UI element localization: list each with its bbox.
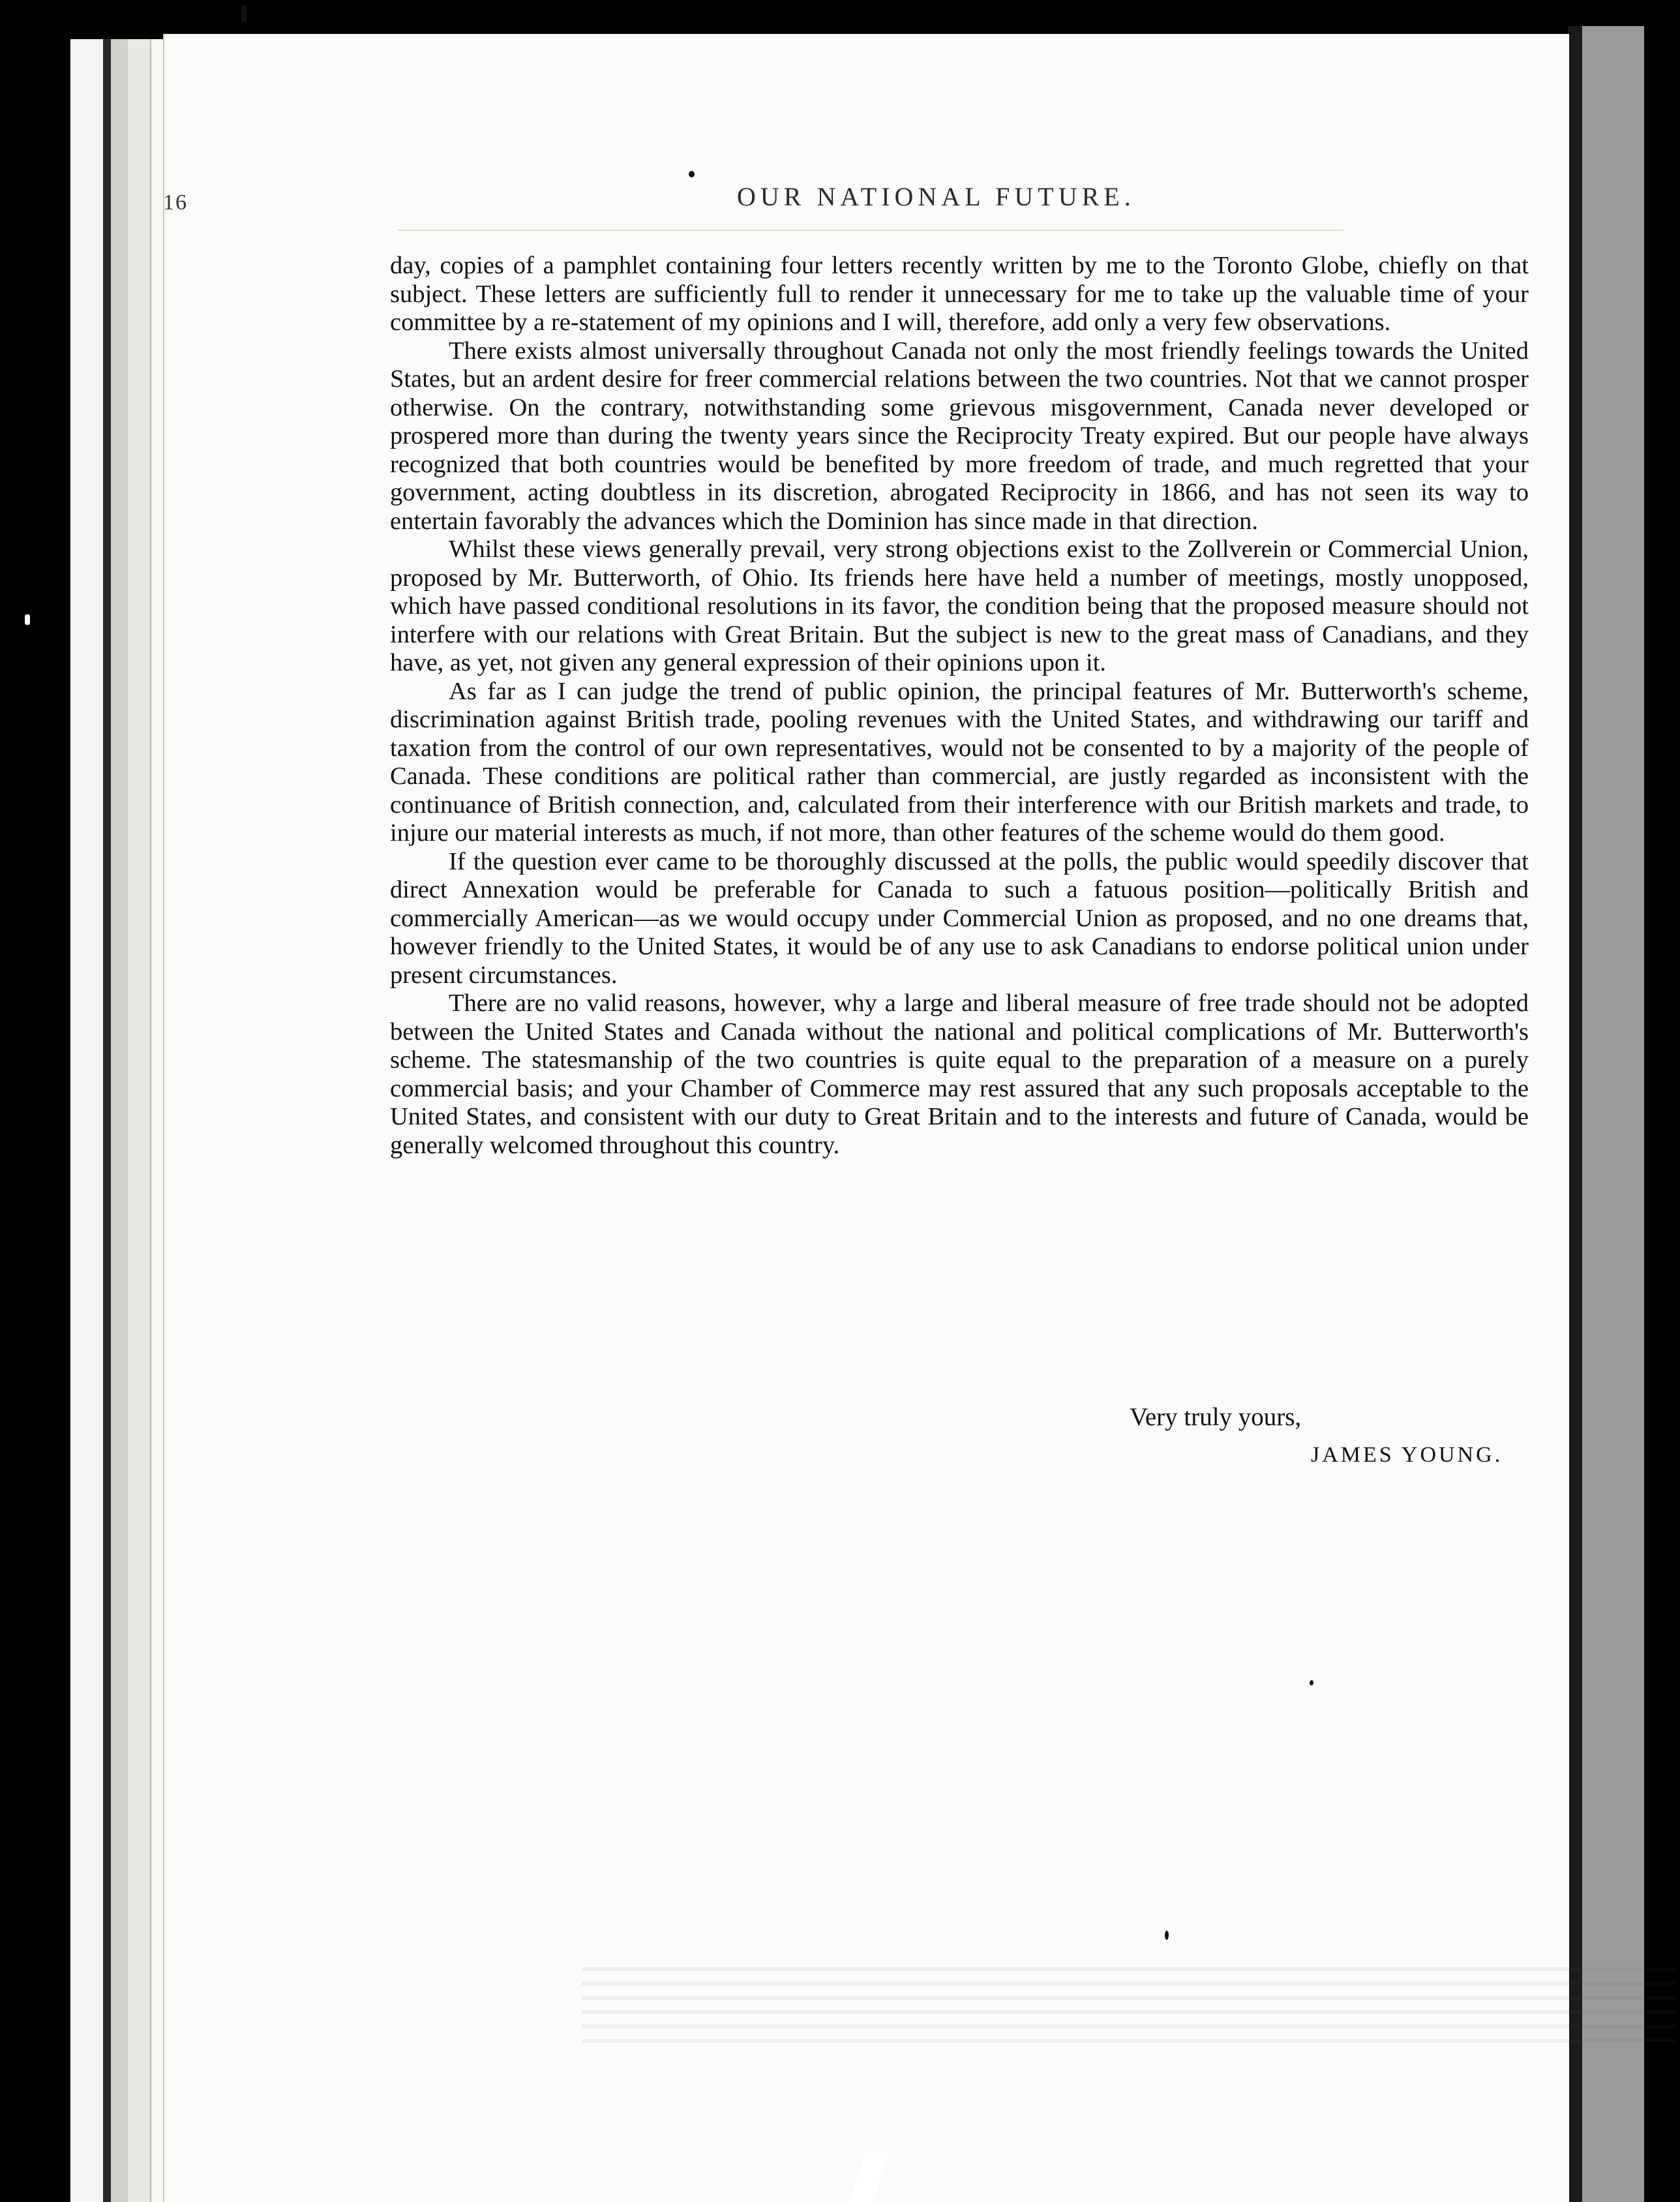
letter-signature: JAMES YOUNG. (1311, 1443, 1503, 1467)
scan-border-right-shadow (1568, 26, 1582, 2202)
ink-speck (241, 5, 247, 22)
page-stack-edge (128, 39, 150, 2202)
scan-border-left (0, 0, 70, 2202)
ink-speck (25, 614, 30, 625)
running-title: OUR NATIONAL FUTURE. (737, 182, 1135, 211)
page-stack-edge (111, 39, 128, 2202)
page-number: 16 (163, 190, 188, 215)
letter-body (390, 252, 1529, 1160)
ink-speck (689, 171, 695, 177)
header-rule (398, 230, 1343, 231)
ink-speck (1165, 1931, 1169, 1940)
scan-margin-strip (70, 39, 103, 2202)
page-stack-edge (150, 39, 164, 2202)
scan-border-right-edge (1644, 0, 1680, 2202)
ink-speck (1310, 1680, 1313, 1685)
paragraph: As far as I can judge the trend of public opinion, the principal features of Mr. Butterworth's scheme, discrimination against British trade, pooling revenues with the United States, and withdrawing our tariff and taxation from the control of our own representatives, would not be consented to by a majority of the people of Canada. These conditions are political rather than commercial, are justly regarded as inconsistent with the continuance of British connection, and, calculated from their interference with our British markets and trade, to injure our material interests as much, if not more, than other features of the scheme would do them good. (390, 677, 1529, 847)
letter-closing: Very truly yours, (1130, 1403, 1302, 1431)
scan-border-right (1582, 26, 1644, 2202)
paragraph: day, copies of a pamphlet containing four letters recently written by me to the Toronto Globe, chiefly on that subject. These letters are sufficiently full to render it unnecessary for me to take up the valuable time of your committee by a re-statement of my opinions and I will, therefore, add only a very few observations. (390, 252, 1529, 336)
paragraph: Whilst these views generally prevail, very strong objections exist to the Zollverein or Commercial Union, proposed by Mr. Butterworth, of Ohio. Its friends here have held a number of meetings, mostly unopposed, which have passed conditional resolutions in its favor, the condition being that the proposed measure should not interfere with our relations with Great Britain. But the subject is new to the great mass of Canadians, and they have, as yet, not given any general expression of their opinions upon it. (390, 535, 1529, 676)
paragraph: There exists almost universally throughout Canada not only the most friendly feelings towards the United States, but an ardent desire for freer commercial relations between the two countries. Not that we cannot prosper otherwise. On the contrary, notwithstanding some grievous misgovernment, Canada never developed or prospered more than during the twenty years since the Reciprocity Treaty expired. But our people have always recognized that both countries would be benefited by more freedom of trade, and much regretted that your government, acting doubtless in its discretion, abrogated Reciprocity in 1866, and has not seen its way to entertain favorably the advances which the Dominion has since made in that direction. (390, 337, 1529, 535)
bleed-through-texture (582, 1965, 1677, 2043)
binding-shadow (103, 39, 111, 2202)
paragraph: There are no valid reasons, however, why a large and liberal measure of free trade should not be adopted between the United States and Canada without the national and political complications of Mr. Butterworth's scheme. The statesmanship of the two countries is quite equal to the preparation of a measure on a purely commercial basis; and your Chamber of Commerce may rest assured that any such proposals acceptable to the United States, and consistent with our duty to Great Britain and to the interests and future of Canada, would be generally welcomed throughout this country. (390, 989, 1529, 1159)
paragraph: If the question ever came to be thoroughly discussed at the polls, the public would speedily discover that direct Annexation would be preferable for Canada to such a fatuous position—politically British and commercially American—as we would occupy under Commercial Union as proposed, and no one dreams that, however friendly to the United States, it would be of any use to ask Canadians to endorse political union under present circumstances. (390, 847, 1529, 989)
